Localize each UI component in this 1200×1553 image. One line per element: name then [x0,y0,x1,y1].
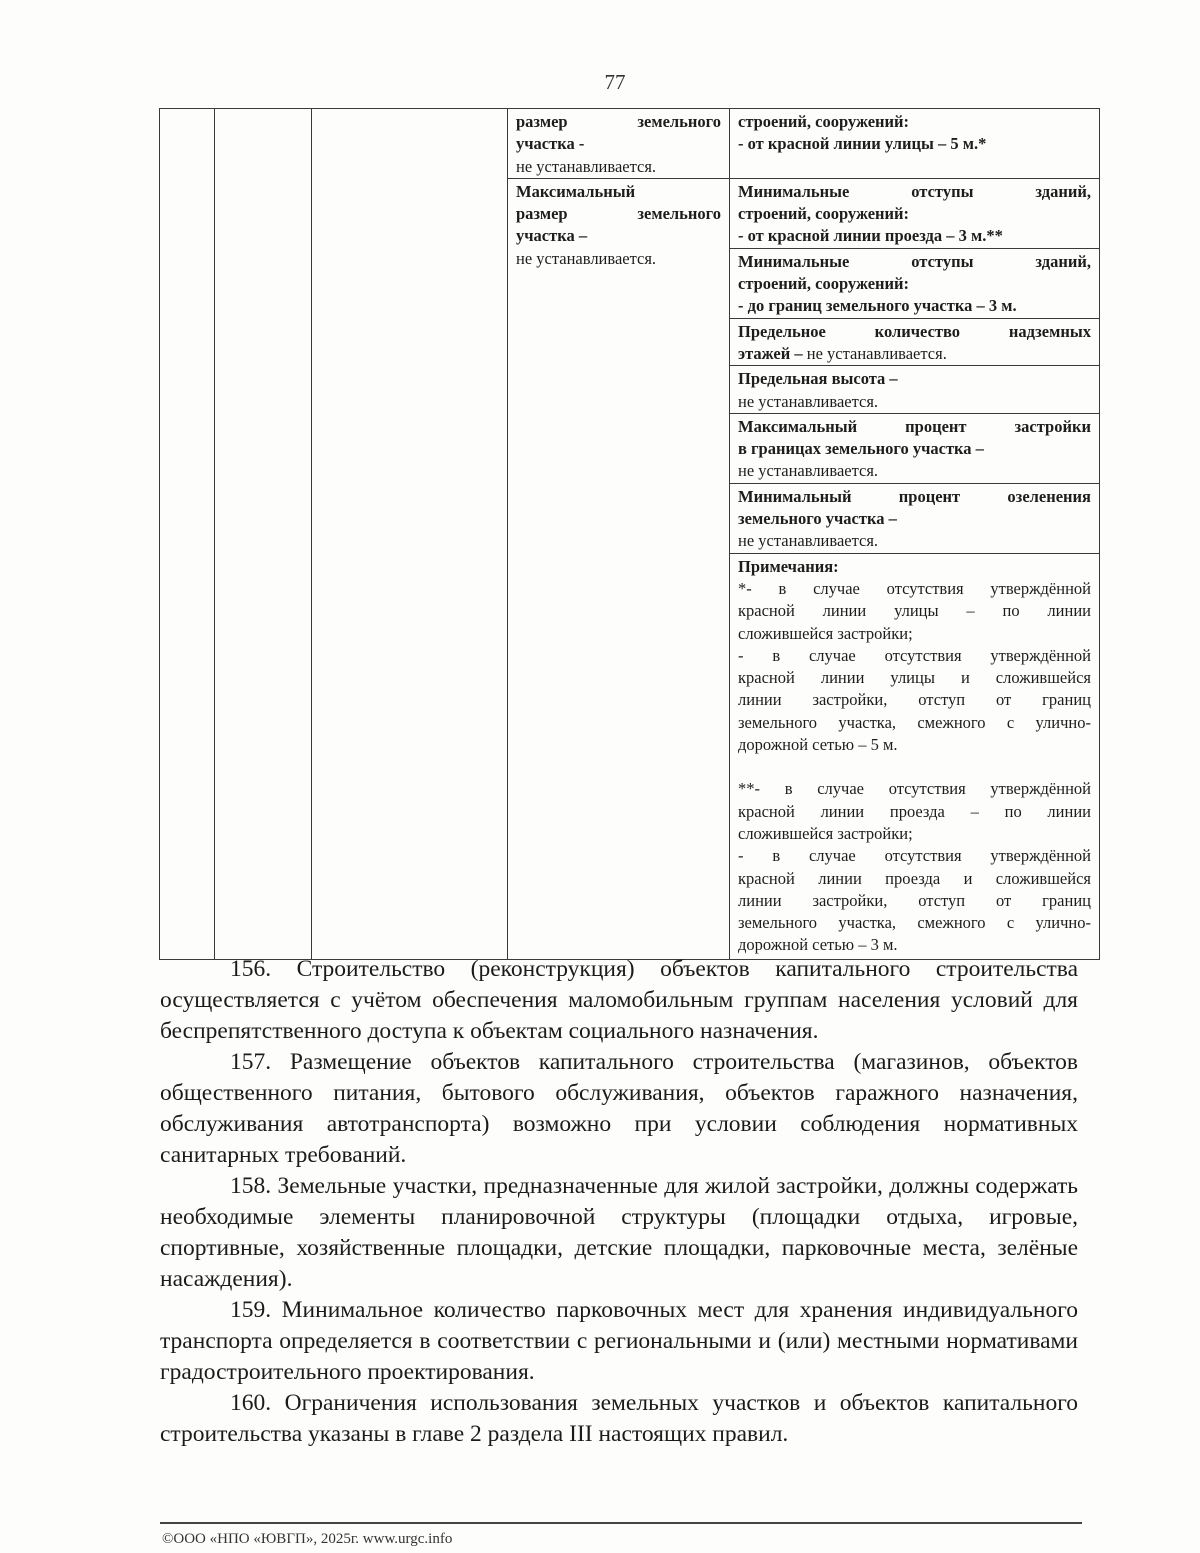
paragraph-156 [160,954,1078,1047]
note-line: земельного участка, смежного с улично- [738,712,1091,732]
footer-text: ©ООО «НПО «ЮВГП», 2025г. www.urgc.info [162,1531,453,1547]
text-line: Максимальный процент застройки [738,416,1091,436]
text-line: размер земельного [516,204,721,224]
text-line [738,343,1091,365]
paragraph-text: Размещение объектов капитального строительства (магазинов, объектов общественного питания, бытового обслуживания, объектов гаражного назначения, обслуживания автотранспорта) возможно при условии соблюдения нормативных санитарных требований. [160,1049,1079,1168]
notes-cell [730,553,1099,959]
body-text [160,954,1078,1450]
text-line: не устанавливается. [516,156,657,176]
text-line: строений, сооружений: [738,274,910,294]
paragraph-157 [160,1047,1078,1171]
paragraph-text: Ограничения использования земельных участков и объектов капитального строительства указаны в главе 2 раздела III настоящих правил. [160,1390,1078,1447]
setback-parcel-cell [730,249,1099,318]
note-line: красной линии проезда и сложившейся [738,868,1091,888]
text-line: - от красной линии проезда – 3 м.** [738,226,1003,246]
text-line: участка – [516,226,588,246]
max-parcel-size-cell [508,178,730,959]
note-line: красной линии проезда – по линии [738,801,1091,821]
note-line: красной линии улицы – по линии [738,601,1091,621]
text-line: не устанавливается. [738,461,879,481]
note-line: земельного участка, смежного с улично- [738,913,1091,933]
paragraph-number: 158. [230,1173,272,1199]
note-line: дорожной сетью – 5 м. [738,735,898,755]
text-line: земельного участка – [738,509,897,529]
text-line: участка - [516,134,585,154]
text-line: Минимальный процент озеленения [738,486,1091,506]
text-line: Предельное количество надземных [738,321,1091,341]
notes-title: Примечания: [738,556,839,576]
text-line: Минимальные отступы зданий, [738,181,1091,201]
paragraph-158 [160,1171,1078,1295]
paragraph-number: 159. [230,1297,272,1323]
footer-rule [160,1522,1082,1524]
paragraph-number: 156. [230,956,272,982]
text-line: не устанавливается. [738,531,879,551]
note-line: - в случае отсутствия утверждённой [738,645,1091,665]
greenery-cell [730,483,1099,553]
note-gap [738,756,1091,778]
col3-cell [312,109,508,960]
paragraph-text: Минимальное количество парковочных мест для хранения индивидуального транспорта определяется в соответствии с региональными и (или) местными нормативами градостроительного проектирования. [160,1297,1078,1385]
text-line: - до границ земельного участка – 3 м. [738,296,1017,316]
note-line: дорожной сетью – 3 м. [738,935,898,955]
text-line: не устанавливается. [738,391,879,411]
text-line: Минимальные отступы зданий, [738,251,1091,271]
text-line: - от красной линии улицы – 5 м.* [738,134,987,154]
col1-cell [160,109,215,960]
regulations-table [159,108,1100,960]
text-line: строений, сооружений: [738,112,910,131]
floors-cell [730,318,1099,366]
paragraph-text: Строительство (реконструкция) объектов капитального строительства осуществляется с учётом обеспечения маломобильным группам населения условий для беспрепятственного доступа к объектам социального назначения. [160,956,1078,1044]
page-number: 77 [604,70,626,94]
coverage-cell [730,413,1099,483]
text-line: размер земельного [516,112,721,131]
floors-label: этажей – [738,343,803,363]
text-line: строений, сооружений: [738,204,910,224]
note-line: сложившейся застройки; [738,823,913,843]
setback-driveway-cell [730,178,1100,248]
text-line: Максимальный [516,181,636,201]
height-cell [730,366,1099,414]
note-line: - в случае отсутствия утверждённой [738,846,1091,866]
text-line: не устанавливается. [516,248,657,268]
note-line: линии застройки, отступ от границ [738,690,1091,710]
lower-right-table [730,249,1099,959]
parcel-size-cell-top [508,109,730,179]
col2-cell [215,109,312,960]
lower-right-stack [730,248,1100,959]
floors-value: не устанавливается. [806,343,947,363]
paragraph-number: 160. [230,1390,272,1416]
paragraph-159 [160,1295,1078,1388]
note-line: *- в случае отсутствия утверждённой [738,578,1091,598]
note-line: красной линии улицы и сложившейся [738,668,1091,688]
text-line: в границах земельного участка – [738,439,984,459]
note-line: **- в случае отсутствия утверждённой [738,779,1091,799]
paragraph-160 [160,1388,1078,1450]
paragraph-text: Земельные участки, предназначенные для жилой застройки, должны содержать необходимые элементы планировочной структуры (площадки отдыха, игровые, спортивные, хозяйственные площадки, детские площадки, парковочные места, зелёные насаждения). [160,1173,1079,1292]
note-line: линии застройки, отступ от границ [738,890,1091,910]
note-line: сложившейся застройки; [738,623,913,643]
setback-street-cell [730,109,1100,179]
text-line: Предельная высота – [738,369,898,389]
paragraph-number: 157. [230,1049,272,1075]
